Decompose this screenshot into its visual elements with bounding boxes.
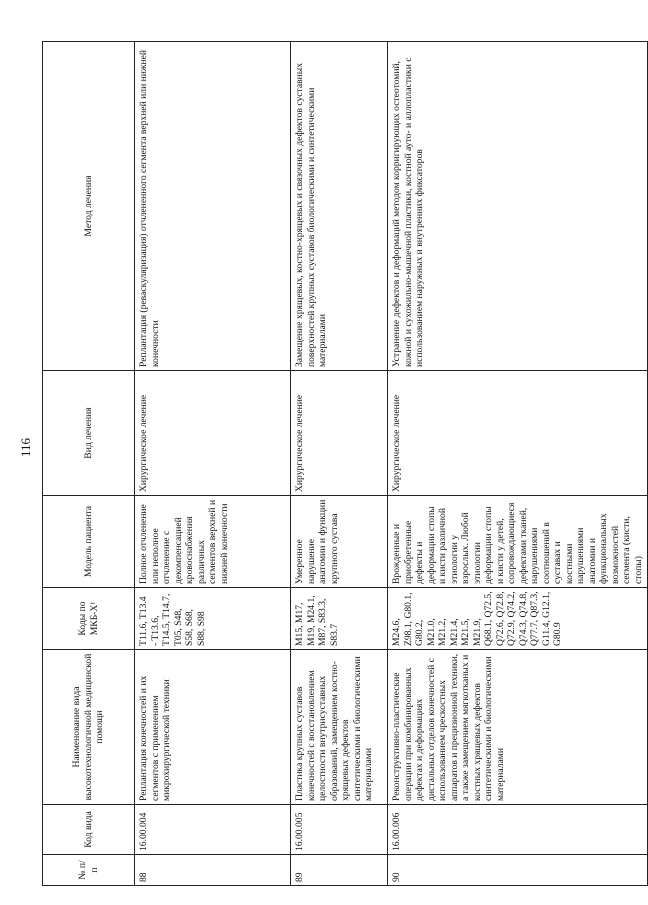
row-model: Умеренное нарушение анатомии и функции крупного сустава bbox=[291, 496, 388, 588]
header-method: Метод лечения bbox=[43, 42, 135, 371]
row-num: 88 bbox=[135, 855, 291, 886]
row-name: Реконструктивно-пластические операции при комбинированных дефектах и деформациях дистальных отделов конечностей с использованием чрескостных аппаратов и прецизионной техники, а также замещением мягкотканых и костных хрящевых дефектов синтетическими и биологическими материалами bbox=[388, 650, 648, 805]
header-name: Наименование вида высокотехнологичной медицинской помощи bbox=[43, 650, 135, 805]
row-model: Полное отчленение или неполное отчленение с декомпенсацией кровоснабжения различных сегментов верхней и нижней конечности bbox=[135, 496, 291, 588]
header-type: Вид лечения bbox=[43, 371, 135, 496]
row-model: Врожденные и приобретенные дефекты и деформации стопы и кисти различной этиологии у взрослых. Любой этиологии деформации стопы и кисти у детей, сопровождающиеся дефектами тканей, нарушениями соотношений в суставах и костными нарушениями анатомии и функциональных возможностей сегмента (кисти, стопы) bbox=[388, 496, 648, 588]
treatment-table bbox=[42, 41, 648, 886]
row-name: Пластика крупных суставов конечностей с восстановлением целостности внутрисуставных образований, замещением костно-хрящевых дефектов синтетическими и биологическими материалами bbox=[291, 650, 388, 805]
header-num: № п/п bbox=[43, 855, 135, 886]
row-name: Реплантация конечностей и их сегментов с применением микрохирургической техники bbox=[135, 650, 291, 805]
row-icd: T11.6, T13.4 - T13.6, T14.5, T14.7, T05, S48, S58, S68, S88, S98 bbox=[135, 588, 291, 650]
row-num: 90 bbox=[388, 855, 648, 886]
row-type: Хирургическое лечение bbox=[388, 371, 648, 496]
row-code: 16.00.005 bbox=[291, 805, 388, 855]
header-icd: Коды по МКБ-X¹ bbox=[43, 588, 135, 650]
row-num: 89 bbox=[291, 855, 388, 886]
row-icd: M24.6, Z98.1, G80.1, G80.2, M21.0, M21.2, M21.4, M21.5, M21.9, Q68.1, Q72.5, Q72.6, Q72.8, Q72.9, Q74.2, Q74.3, Q74.8, Q77.7, Q87.3, G11.4, G12.1, G80.9 bbox=[388, 588, 648, 650]
page-number: 116 bbox=[18, 438, 33, 458]
table-row bbox=[388, 42, 648, 886]
row-type: Хирургическое лечение bbox=[135, 371, 291, 496]
row-type: Хирургическое лечение bbox=[291, 371, 388, 496]
row-code: 16.00.004 bbox=[135, 805, 291, 855]
row-method: Реплантация (реваскуляризация) отчлененного сегмента верхней или нижней конечности bbox=[135, 42, 291, 371]
row-method: Устранение дефектов и деформаций методом корригирующих остеотомий, кожной и сухожильно-мышечной пластики, костной ауто- и аллопластики с использованием наружных и внутренних фиксаторов bbox=[388, 42, 648, 371]
row-code: 16.00.006 bbox=[388, 805, 648, 855]
table-row bbox=[135, 42, 291, 886]
header-code: Код вида bbox=[43, 805, 135, 855]
header-model: Модель пациента bbox=[43, 496, 135, 588]
rotated-table-container bbox=[42, 42, 644, 886]
row-icd: M15, M17, M19, M24.1, M87, S83.3, S83.7 bbox=[291, 588, 388, 650]
table-row bbox=[291, 42, 388, 886]
header-row bbox=[43, 42, 135, 886]
row-method: Замещение хрящевых, костно-хрящевых и связочных дефектов суставных поверхностей крупных суставов биологическими и синтетическими материалами bbox=[291, 42, 388, 371]
